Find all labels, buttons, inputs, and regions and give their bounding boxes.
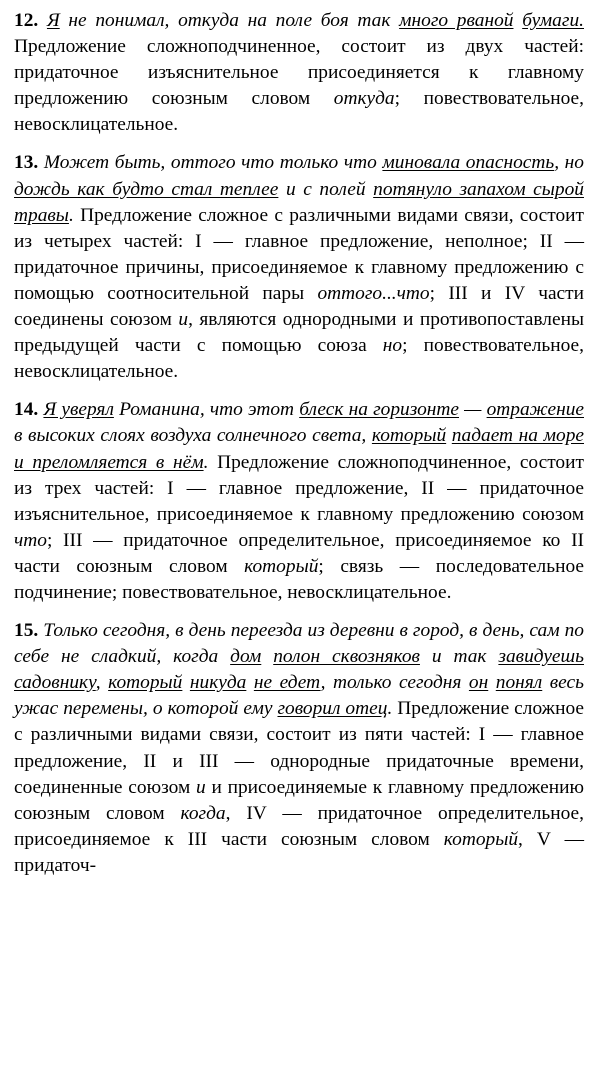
exercise-entry [14, 618, 584, 879]
entry-text-segment: оттого...что [317, 282, 430, 304]
exercise-entry [14, 397, 584, 606]
entry-text-segment: который [371, 425, 447, 447]
entry-text-segment: много рваной [399, 10, 514, 31]
entry-text-segment: ; повествовательное, невосклицательное. [14, 335, 585, 383]
exercise-entry [14, 150, 584, 385]
entry-text-segment: никуда [189, 672, 247, 694]
entry-text-segment: но [382, 335, 403, 357]
entry-number: 14. [14, 399, 39, 421]
entry-text-segment: завидуешь садовнику [14, 646, 584, 694]
entry-text-segment: Предложение сложное с различными видами связи, состоит из пяти частей: I — главное предложение, II и III — однородные придаточные времени, соединенные союзом [14, 698, 584, 798]
entry-text-segment: , [95, 672, 109, 694]
entry-text-segment: Я уверял [43, 399, 114, 421]
entry-number: 15. [14, 620, 39, 642]
exercise-entry-list [14, 8, 584, 879]
entry-text-segment: не едет [253, 672, 321, 694]
entry-text-segment [488, 672, 496, 693]
entry-text-segment [182, 672, 190, 693]
entry-text-segment: миновала опасность [382, 152, 555, 174]
entry-text-segment: ; III — придаточное определительное, присоединяемое ко II части союзным словом [14, 529, 584, 577]
entry-text-segment: . [68, 204, 74, 226]
entry-text-segment: ; повествовательное, невосклицательное. [14, 88, 584, 136]
entry-text-segment: говорил отец [277, 698, 388, 720]
entry-text-segment: не понимал, откуда на поле боя так [68, 10, 391, 31]
entry-text-segment: Предложение сложноподчиненное, состоит из двух частей: придаточное изъяснительное присоединяется к главному предложению союзным словом [14, 36, 584, 110]
entry-text-segment: , V — придаточ- [14, 828, 584, 876]
entry-text-segment: ; III и IV части соединены союзом [14, 282, 585, 331]
entry-text-segment: . [203, 451, 209, 473]
entry-text-segment: дом [230, 646, 262, 668]
entry-text-segment: падает на море и преломляется в нём [14, 425, 584, 473]
entry-text-segment: ; связь — последовательное подчинение; повествовательное, невосклицательное. [14, 555, 584, 603]
entry-text-segment [246, 672, 254, 693]
entry-text-segment: откуда [333, 88, 395, 110]
exercise-entry [14, 8, 584, 138]
entry-text-segment: , IV — придаточное определительное, присоединяемое к III части союзным словом [14, 802, 585, 850]
entry-text-segment [261, 646, 273, 667]
entry-text-segment: — [459, 399, 487, 421]
entry-number: 13. [14, 152, 39, 174]
entry-text-segment: Я [46, 10, 60, 31]
entry-number: 12. [14, 10, 39, 31]
entry-text-segment: и [195, 776, 206, 798]
entry-text-segment [390, 10, 399, 31]
entry-text-segment: Только сегодня, в день переезда из деревни в город, в день, сам по себе не сладкий, когда [14, 620, 584, 668]
entry-text-segment: ему [243, 698, 273, 720]
entry-text-segment: , но [554, 152, 584, 174]
entry-text-segment: который [244, 555, 319, 577]
entry-text-segment: и присоединяемые к главному предложению союзным словом [14, 776, 584, 824]
entry-text-segment: полон сквозняков [273, 646, 420, 668]
entry-text-segment: Предложение сложноподчиненное, состоит из трех частей: I — главное предложение, II — придаточное изъяснительное, присоединяемое к главному предложению союзом [14, 451, 584, 525]
entry-text-segment: , только сегодня [320, 672, 469, 694]
entry-text-segment: отражение [486, 399, 584, 421]
entry-text-segment: он [468, 672, 489, 694]
entry-text-segment: бумаги. [522, 10, 584, 31]
entry-text-segment: . [387, 698, 393, 720]
entry-text-segment: весь ужас перемены, о которой [14, 672, 584, 720]
entry-text-segment: когда [180, 802, 226, 824]
entry-text-segment: понял [495, 672, 543, 694]
entry-text-segment: Может быть, оттого что только что [43, 152, 383, 174]
entry-text-segment: потянуло запахом сырой травы [14, 178, 584, 226]
entry-text-segment: , являются однородными и противопоставлены предыдущей части с помощью союза [14, 309, 584, 357]
entry-text-segment: что [14, 529, 47, 551]
entry-text-segment: блеск на горизонте [299, 399, 459, 421]
entry-text-segment: Романина, что этот [113, 399, 300, 421]
entry-text-segment [513, 10, 522, 31]
entry-text-segment: и с полей [278, 178, 374, 200]
entry-text-segment: и так [419, 646, 499, 668]
entry-text-segment: который [108, 672, 183, 694]
entry-text-segment: который [443, 828, 519, 850]
entry-text-segment: в высоких слоях воздуха солнечного света, [14, 425, 372, 447]
entry-text-segment: Предложение сложное с различными видами связи, состоит из четырех частей: I — главное предложение, неполное; II — придаточное причины, присоединяемое к главному предложению с помощью соотносительной пары [14, 204, 584, 304]
entry-text-segment: дождь как будто стал теплее [14, 178, 279, 200]
entry-text-segment: и [178, 309, 189, 331]
